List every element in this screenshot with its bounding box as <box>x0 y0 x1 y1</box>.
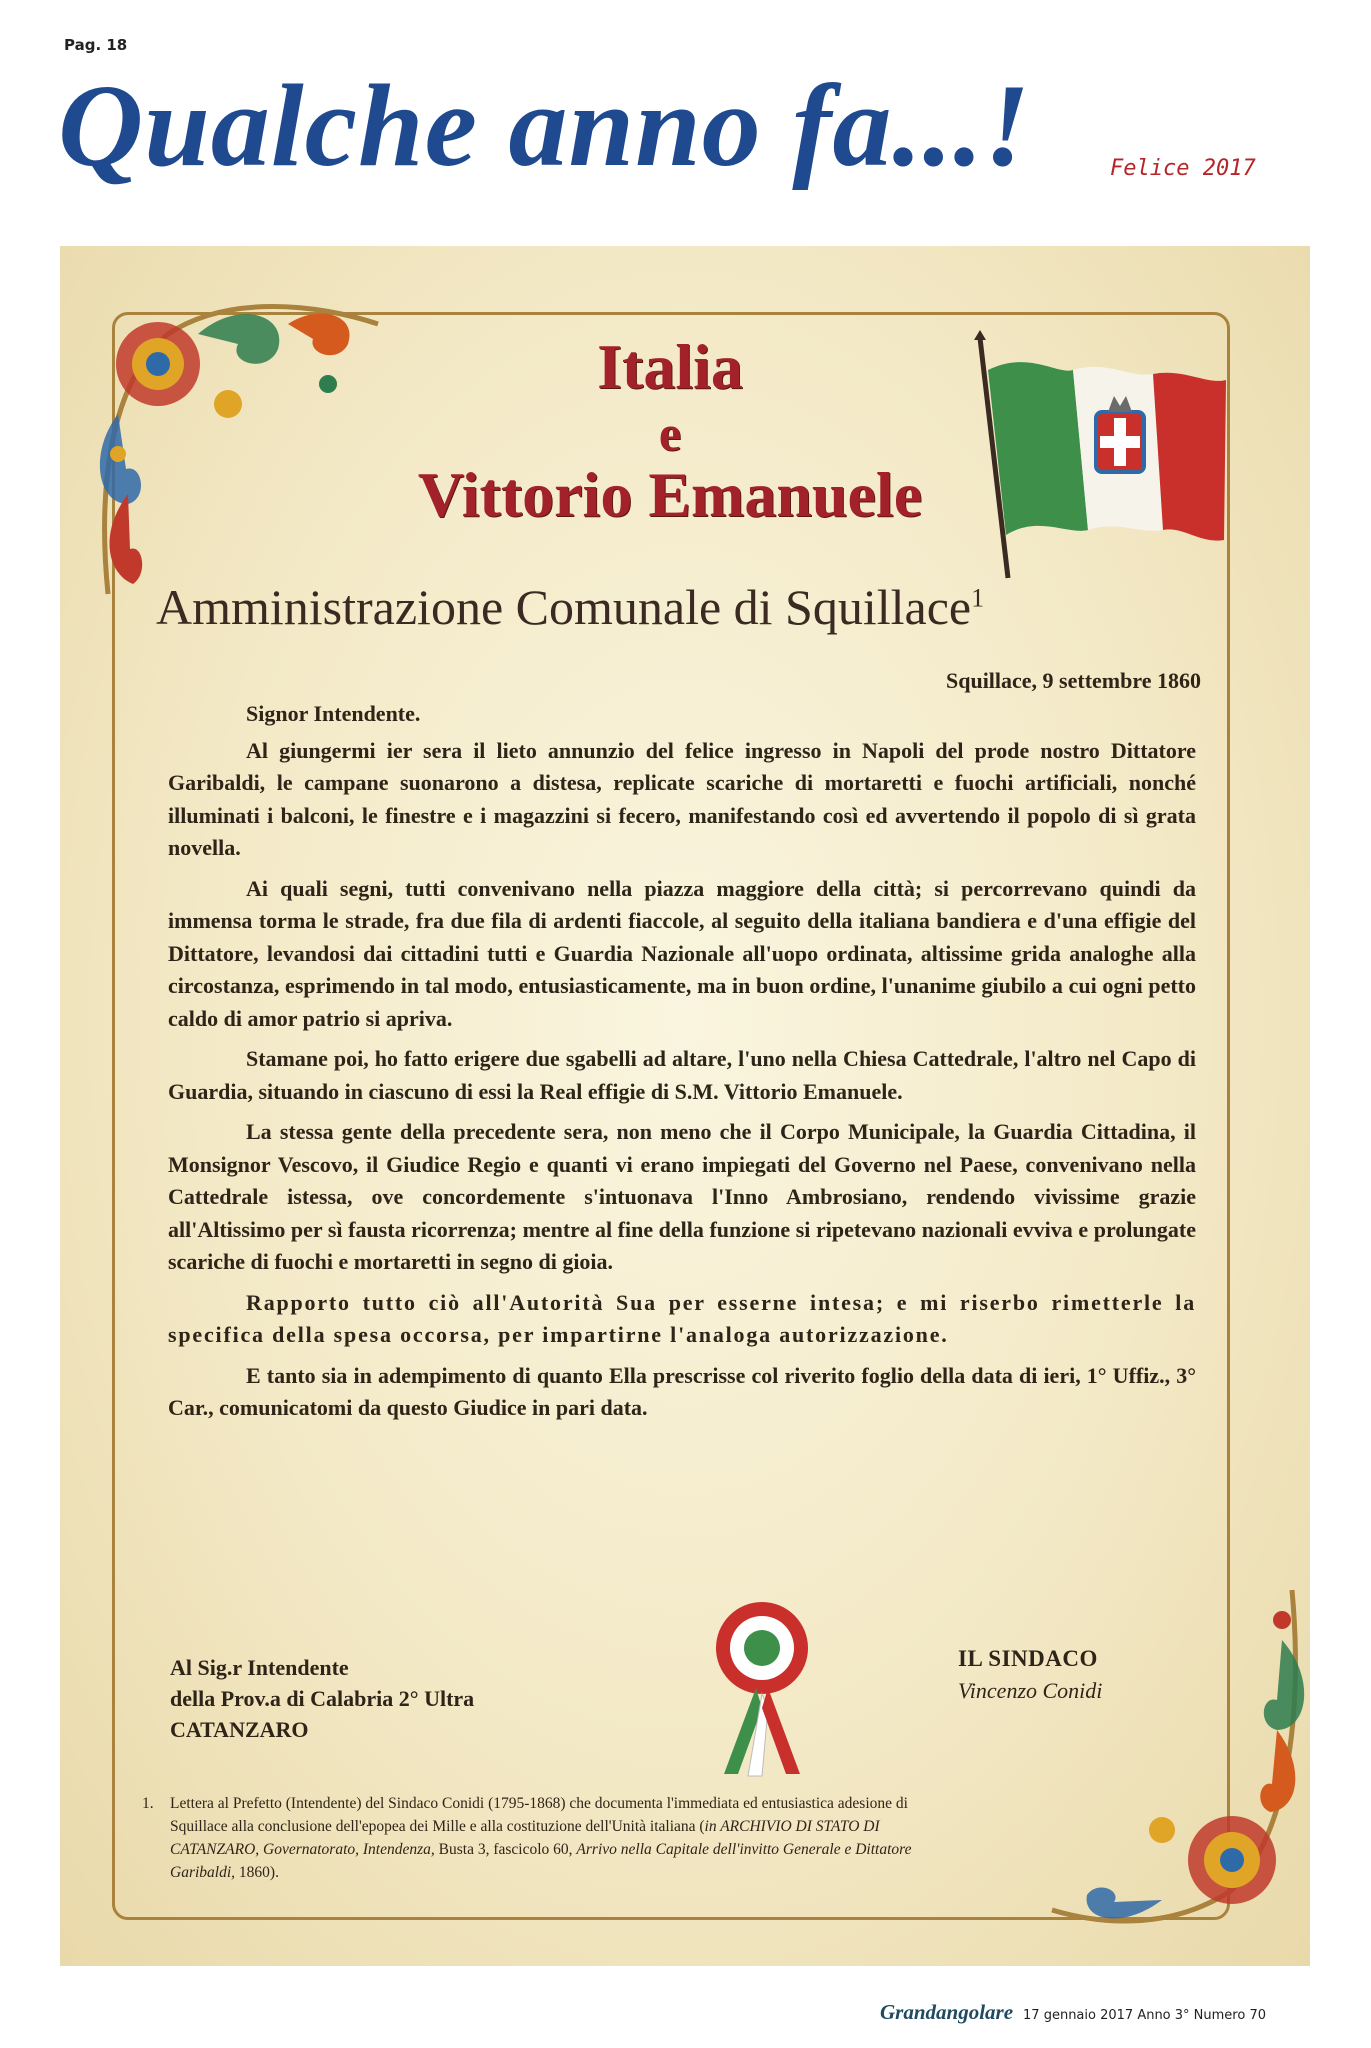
footnote-number: 1. <box>142 1795 154 1812</box>
addressee-block <box>170 1652 474 1745</box>
publication-name: Grandangolare <box>880 2000 1014 2024</box>
signature-name: Vincenzo Conidi <box>958 1678 1103 1703</box>
addressee-line: CATANZARO <box>170 1717 309 1742</box>
letter-paragraph: E tanto sia in adempimento di quanto Ella prescrisse col riverito foglio della data di ieri, 1° Uffiz., 3° Car., comunicatomi da questo Giudice in pari data. <box>168 1362 1196 1420</box>
letter-dateline: Squillace, 9 settembre 1860 <box>945 668 1201 693</box>
letter-paragraph: La stessa gente della precedente sera, non meno che il Corpo Municipale, la Guardia Cittadina, il Monsignor Vescovo, il Giudice Regio e quanti vi erano impiegati del Governo nel Paese, convenivano nella Cattedrale istessa, ove concordemente s'intuonava l'Inno Ambrosiano, rendendo vivissime grazie all'Altissimo per sì fausta ricorrenza; mentre al fine della funzione si ripetevano nazionali evviva e prolungate scariche di fuochi e mortaretti in segno di gioia. <box>168 1119 1196 1274</box>
heading-vittorio-emanuele: Vittorio Emanuele <box>417 459 923 530</box>
letter-paragraph: Stamane poi, ho fatto erigere due sgabelli ad altare, l'uno nella Chiesa Cattedrale, l'altro nel Capo di Guardia, situando in ciascuno di essi la Real effigie di S.M. Vittorio Emanuele. <box>168 1046 1196 1104</box>
page-headline: Qualche anno fa...! <box>58 60 1031 191</box>
heading-conjunction: e <box>658 405 682 461</box>
letter-paragraph: Al giungermi ier sera il lieto annunzio del felice ingresso in Napoli del prode nostro Dittatore Garibaldi, le campane suonarono a distesa, replicate scariche di mortaretti e fuochi artificiali, nonché illuminati i balconi, le finestre e i magazzini si fecero, manifestando così ed avvertendo il popolo di sì grata novella. <box>168 737 1196 860</box>
signature-title: IL SINDACO <box>958 1646 1098 1671</box>
author-signature: Felice 2017 <box>1110 156 1256 181</box>
heading-italia: Italia <box>597 331 743 402</box>
addressee-line: Al Sig.r Intendente <box>170 1655 349 1680</box>
page-number: Pag. 18 <box>64 36 128 54</box>
administration-title: Amministrazione Comunale di Squillace$^1$ <box>156 579 985 635</box>
letter-salutation: Signor Intendente. <box>246 701 421 726</box>
footnote-text: Lettera al Prefetto (Intendente) del Sindaco Conidi (1795-1868) che documenta l'immediata ed entusiastica adesione di Squillace alla conclusione dell'epopea dei Mille e alla costituzione dell'Unità italiana (in ARCHIVIO DI STATO DI CATANZARO, Governatorato, Intendenza, Busta 3, fascicolo 60, Arrivo nella Capitale dell'invitto Generale e Dittatore Garibaldi, 1860). <box>170 1795 912 1881</box>
issue-info: 17 gennaio 2017 Anno 3° Numero 70 <box>1023 2008 1266 2023</box>
letter-paragraph: Ai quali segni, tutti convenivano nella piazza maggiore della città; si percorrevano quindi da immensa torma le strade, fra due fila di ardenti fiaccole, al seguito della italiana bandiera e d'una effigie del Dittatore, levandosi dai cittadini tutti e Guardia Nazionale all'uopo ordinata, altissime grida analoghe alla circostanza, esprimendo in tal modo, entusiasticamente, ma in buon ordine, l'unanime giubilo a cui ogni petto caldo di amor patrio si apriva. <box>168 875 1196 1031</box>
letter-paragraph: Rapporto tutto ciò all'Autorità Sua per esserne intesa; e mi riserbo rimetterle la specifica della spesa occorsa, per impartirne l'analoga autorizzazione. <box>168 1289 1196 1347</box>
addressee-line: della Prov.a di Calabria 2° Ultra <box>170 1686 475 1711</box>
footnote-marker: 1 <box>971 583 985 613</box>
floral-ornament-bottom-right-icon <box>1042 1580 1308 1940</box>
tricolor-cockade-icon <box>704 1598 820 1778</box>
page-footer <box>880 2000 1266 2025</box>
letter-body <box>168 698 1196 1433</box>
footnote <box>144 1792 964 1884</box>
